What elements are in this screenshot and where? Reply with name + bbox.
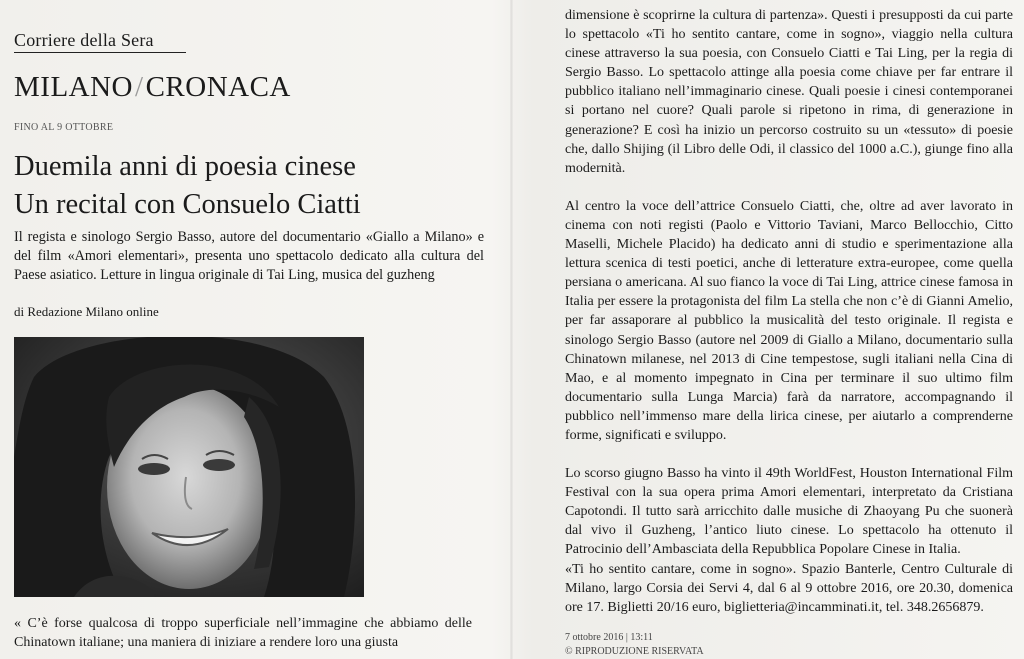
headline-line-1: Duemila anni di poesia cinese [14, 151, 356, 182]
article-paragraph-2: Al centro la voce dell’attrice Consuelo Ciatti, che, oltre ad aver lavorato in cinema con noti registi (Paolo e Vittorio Taviani, Marco Bellocchio, Citto Maselli, Michele Placido) ha dedicato anni di studio e sperimentazione alla lettura scenica di testi poetici, anche di letterature extra-europee, come quella persiana o americana. Al suo fianco la voce di Tai Ling, attrice cinese famosa in Italia per essere la protagonista del film La stella che non c’è di Gianni Amelio, per far assaporare al pubblico la musicalità del testo originale. Il regista e sinologo Sergio Basso (autore nel 2009 di Giallo a Milano, documentario sulla Chinatown milanese, nel 2013 di Cine tempestose, sugli italiani nella Cina di Mao, e al momento impegnato in Cina per terminare il suo ultimo film documentario sulla Lunga Marcia) farà da narratore, accompagnando il pubblico nell’immenso mare della lirica cinese, per aiutarlo a comprenderne forme, significati e sviluppo. [565, 198, 1013, 443]
section-title [14, 71, 291, 104]
section-city: MILANO [14, 71, 133, 103]
portrait-photo [14, 337, 364, 597]
event-dates: FINO AL 9 OTTOBRE [14, 122, 114, 133]
publish-timestamp: 7 ottobre 2016 | 13:11 [565, 631, 653, 643]
copyright-notice: © RIPRODUZIONE RISERVATA [565, 645, 704, 657]
portrait-image [14, 337, 364, 597]
article-body-start: « C’è forse qualcosa di troppo superficiale nell’immagine che abbiamo delle Chinatown italiane; una maniera di iniziare a rendere loro una giusta [14, 616, 472, 650]
headline [14, 148, 361, 224]
section-name: CRONACA [145, 71, 291, 103]
byline: di Redazione Milano online [14, 304, 159, 319]
article-paragraph-3: Lo scorso giugno Basso ha vinto il 49th WorldFest, Houston International Film Festival con la sua opera prima Amori elementari, interpretato da Cristiana Capotondi. Il tutto sarà arricchito dalle musiche di Zhaoyang Pu che suonerà dal vivo il Guzheng, l’antico liuto cinese. Lo spettacolo ha ottenuto il Patrocinio dell’Ambasciata della Repubblica Popolare Cinese in Italia. [565, 466, 1013, 558]
article-paragraph-1: dimensione è scoprirne la cultura di partenza». Questi i presupposti da cui parte lo spettacolo «Ti ho sentito cantare, come in sogno», viaggio nella cultura cinese attraverso la sua poesia, con Consuelo Ciatti e Tai Ling, per la regia di Sergio Basso. Lo spettacolo attinge alla poesia come chiave per far entrare il pubblico italiano nell’immaginario cinese. Quali poesie i cinesi contemporanei si portano nel cuore? Quali parole si ripetono in rima, di generazione in generazione? E così ha inizio un percorso costruito su un «tessuto» di poesie che, dallo Shijing (il Libro delle Odi, il classico del 1000 a.C.), giunge fino alla modernità. [565, 8, 1013, 176]
article-footer [565, 631, 1013, 659]
article-summary: Il regista e sinologo Sergio Basso, autore del documentario «Giallo a Milano» e del film «Amori elementari», presenta uno spettacolo dedicato alla cultura del Paese asiatico. Letture in lingua originale di Tai Ling, musica del guzheng [14, 229, 484, 283]
page-fold [510, 0, 513, 659]
right-column [565, 6, 1013, 659]
section-separator: / [135, 71, 144, 103]
headline-line-2: Un recital con Consuelo Ciatti [14, 189, 361, 220]
masthead: Corriere della Sera [14, 30, 186, 53]
event-info: «Ti ho sentito cantare, come in sogno». Spazio Banterle, Centro Culturale di Milano, largo Corsia dei Servi 4, dal 6 al 9 ottobre 2016, ore 20.30, domenica ore 17. Biglietti 20/16 euro, biglietteria@incamminati.it, tel. 348.2656879. [565, 561, 1013, 615]
